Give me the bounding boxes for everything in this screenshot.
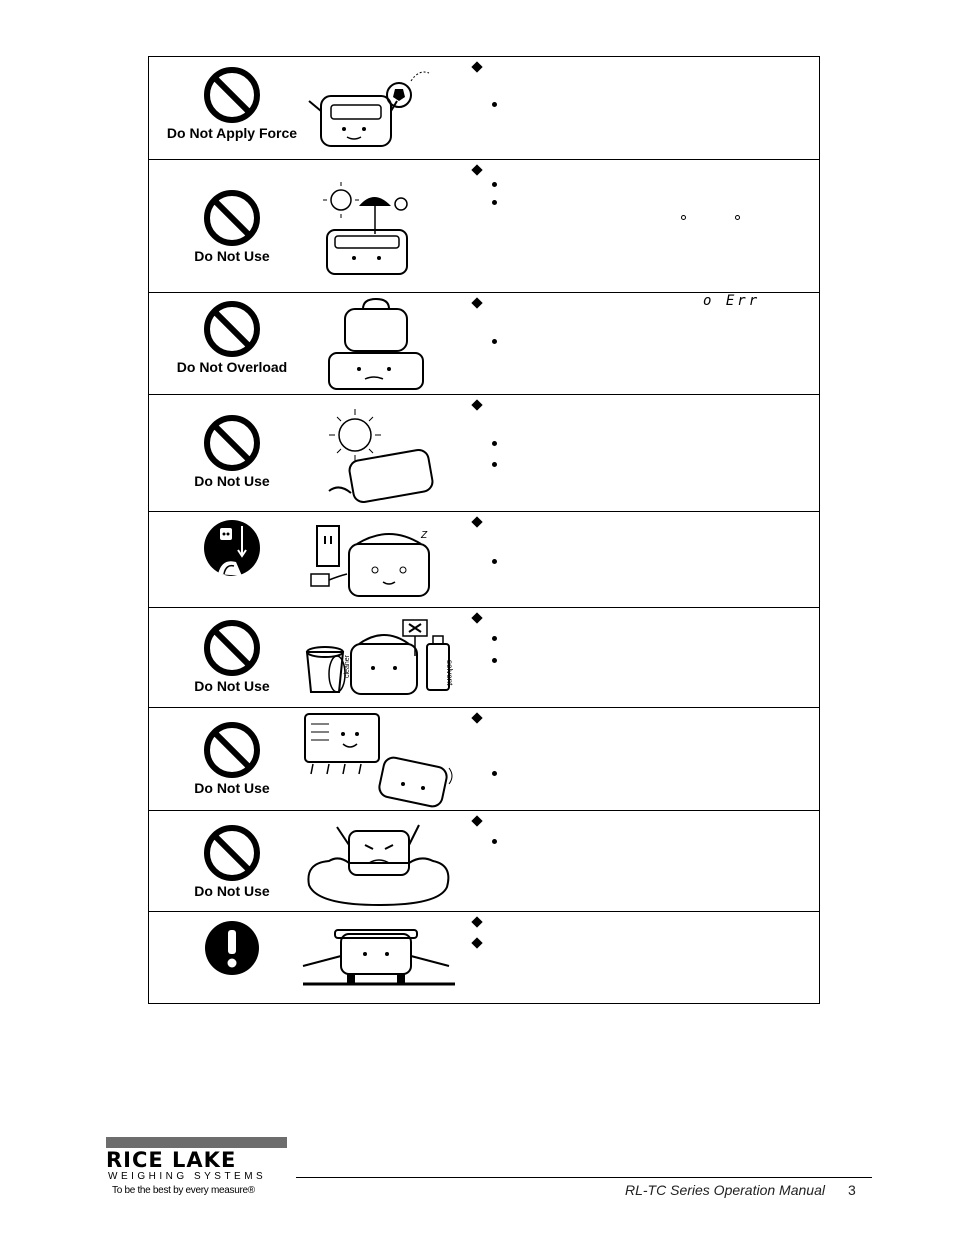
level-scale-icon <box>299 924 459 1000</box>
symbol-caption: Do Not Use <box>194 473 270 489</box>
prohibit-icon <box>202 823 262 883</box>
diamond-bullet <box>471 399 482 410</box>
row-markers <box>471 608 811 707</box>
scale-unplugged-icon <box>299 518 439 602</box>
scale-in-sun-icon <box>299 405 439 505</box>
row-markers <box>471 708 811 810</box>
table-row <box>149 57 819 160</box>
diamond-bullet <box>471 712 482 723</box>
prohibition-symbol <box>194 188 270 264</box>
table-row <box>149 811 819 912</box>
round-bullet <box>492 339 497 344</box>
scale-illustration <box>299 815 459 909</box>
round-bullet <box>492 559 497 564</box>
prohibition-symbol <box>194 720 270 796</box>
scale-with-chemicals-icon <box>299 616 459 702</box>
logo-bar <box>106 1137 287 1148</box>
diamond-bullet <box>471 516 482 527</box>
scale-on-cushion-icon <box>299 815 459 909</box>
prohibit-icon <box>202 65 262 125</box>
round-bullet <box>492 839 497 844</box>
round-bullet <box>492 441 497 446</box>
row-markers <box>471 912 811 1003</box>
unplug-symbol <box>197 518 267 578</box>
table-row <box>149 512 819 608</box>
cleaner-label: cleaner <box>344 655 351 678</box>
prohibit-icon <box>202 618 262 678</box>
prohibit-icon <box>202 188 262 248</box>
round-bullet <box>492 200 497 205</box>
logo-tagline: To be the best by every measure® <box>112 1185 255 1196</box>
scale-illustration <box>299 405 459 505</box>
safety-table <box>148 56 820 1004</box>
row-markers <box>471 811 811 911</box>
symbol-caption: Do Not Overload <box>176 359 288 375</box>
scale-near-air-conditioner-icon <box>299 712 459 808</box>
scale-in-weather-icon <box>299 174 439 284</box>
diamond-bullet <box>471 297 482 308</box>
diamond-bullet <box>471 61 482 72</box>
prohibition-symbol <box>166 65 298 141</box>
table-row <box>149 395 819 512</box>
prohibit-icon <box>202 413 262 473</box>
row-markers <box>471 160 811 292</box>
row-markers <box>471 512 811 607</box>
symbol-caption: Do Not Use <box>194 780 270 796</box>
unplug-icon <box>202 518 262 578</box>
table-row <box>149 160 819 293</box>
round-bullet <box>492 102 497 107</box>
symbol-caption: Do Not Apply Force <box>166 125 298 141</box>
solvent-label: solvent <box>445 660 454 686</box>
diamond-bullet <box>471 815 482 826</box>
table-row <box>149 608 819 708</box>
diamond-bullet <box>471 937 482 948</box>
table-row <box>149 293 819 395</box>
round-bullet <box>492 182 497 187</box>
table-row <box>149 708 819 811</box>
symbol-caption: Do Not Use <box>194 883 270 899</box>
prohibition-symbol <box>176 299 288 375</box>
display-readout: o Err <box>703 293 761 309</box>
scale-kicking-ball-icon <box>299 61 439 153</box>
symbol-caption: Do Not Use <box>194 248 270 264</box>
svg-text:Z: Z <box>421 530 428 541</box>
manual-title: RL-TC Series Operation Manual <box>625 1182 825 1198</box>
page-number: 3 <box>848 1182 856 1198</box>
logo-wordmark: RICE LAKE <box>106 1148 237 1172</box>
prohibit-icon <box>202 720 262 780</box>
degree-symbol <box>681 215 686 220</box>
diamond-bullet <box>471 916 482 927</box>
diamond-bullet <box>471 612 482 623</box>
prohibition-symbol <box>194 618 270 694</box>
prohibition-symbol <box>194 823 270 899</box>
logo-subtitle: WEIGHING SYSTEMS <box>108 1171 267 1182</box>
diamond-bullet <box>471 164 482 175</box>
scale-illustration <box>299 712 459 808</box>
round-bullet <box>492 658 497 663</box>
symbol-caption: Do Not Use <box>194 678 270 694</box>
footer-rule <box>296 1177 872 1178</box>
overloaded-scale-icon <box>299 297 439 391</box>
scale-illustration <box>299 297 459 391</box>
degree-symbol <box>735 215 740 220</box>
table-row <box>149 912 819 1003</box>
scale-illustration <box>299 174 459 284</box>
scale-illustration <box>299 616 459 702</box>
scale-illustration <box>299 61 459 153</box>
scale-illustration <box>299 924 459 1000</box>
row-markers <box>471 293 811 394</box>
round-bullet <box>492 771 497 776</box>
row-markers <box>471 57 811 159</box>
row-markers <box>471 395 811 511</box>
prohibition-symbol <box>194 413 270 489</box>
round-bullet <box>492 462 497 467</box>
scale-illustration <box>299 518 459 602</box>
round-bullet <box>492 636 497 641</box>
exclamation-icon <box>202 918 262 978</box>
caution-symbol <box>197 918 267 978</box>
prohibit-icon <box>202 299 262 359</box>
